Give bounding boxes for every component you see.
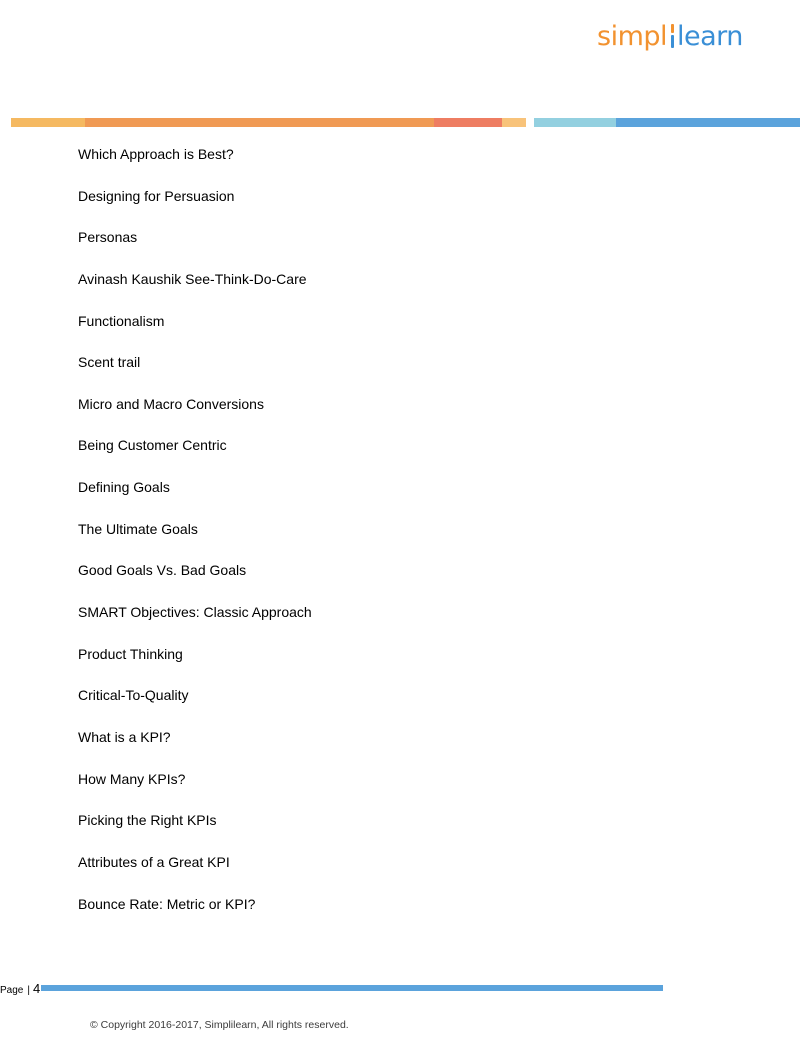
header-bar-segment bbox=[434, 118, 502, 127]
page-label: Page bbox=[0, 985, 24, 996]
header-color-bar bbox=[11, 118, 800, 127]
page-separator: | bbox=[27, 985, 30, 996]
toc-item: Attributes of a Great KPI bbox=[78, 853, 230, 870]
header-bar-segment bbox=[534, 118, 616, 127]
table-of-contents bbox=[78, 145, 312, 936]
page-number: 4 bbox=[32, 981, 41, 996]
toc-item: Defining Goals bbox=[78, 479, 170, 496]
toc-item: What is a KPI? bbox=[78, 728, 171, 745]
logo-divider-icon bbox=[668, 22, 676, 48]
toc-item: Functionalism bbox=[78, 312, 165, 329]
toc-item: How Many KPIs? bbox=[78, 770, 186, 787]
toc-item: Scent trail bbox=[78, 354, 141, 371]
toc-item: SMART Objectives: Classic Approach bbox=[78, 604, 312, 621]
toc-item: Micro and Macro Conversions bbox=[78, 395, 264, 412]
header-bar-segment bbox=[11, 118, 85, 127]
toc-item: Picking the Right KPIs bbox=[78, 812, 217, 829]
simplilearn-logo bbox=[597, 14, 743, 50]
toc-item: Which Approach is Best? bbox=[78, 146, 234, 162]
toc-item: Product Thinking bbox=[78, 645, 183, 662]
toc-item: Bounce Rate: Metric or KPI? bbox=[78, 895, 256, 912]
toc-item: Designing for Persuasion bbox=[78, 187, 235, 204]
footer-rule bbox=[41, 985, 663, 991]
page-indicator bbox=[0, 981, 40, 996]
header-bar-segment bbox=[502, 118, 526, 127]
logo-text-simpl: simpl bbox=[597, 21, 668, 52]
logo-text-learn: learn bbox=[677, 21, 743, 52]
header-bar-segment bbox=[616, 118, 800, 127]
toc-item: Being Customer Centric bbox=[78, 437, 227, 454]
header-bar-segment bbox=[85, 118, 434, 127]
toc-item: Personas bbox=[78, 229, 138, 246]
copyright-notice: © Copyright 2016-2017, Simplilearn, All rights reserved. bbox=[90, 1019, 349, 1031]
toc-item: Avinash Kaushik See-Think-Do-Care bbox=[78, 270, 307, 287]
toc-item: Critical-To-Quality bbox=[78, 687, 189, 704]
toc-item: The Ultimate Goals bbox=[78, 520, 198, 537]
toc-item: Good Goals Vs. Bad Goals bbox=[78, 562, 247, 579]
